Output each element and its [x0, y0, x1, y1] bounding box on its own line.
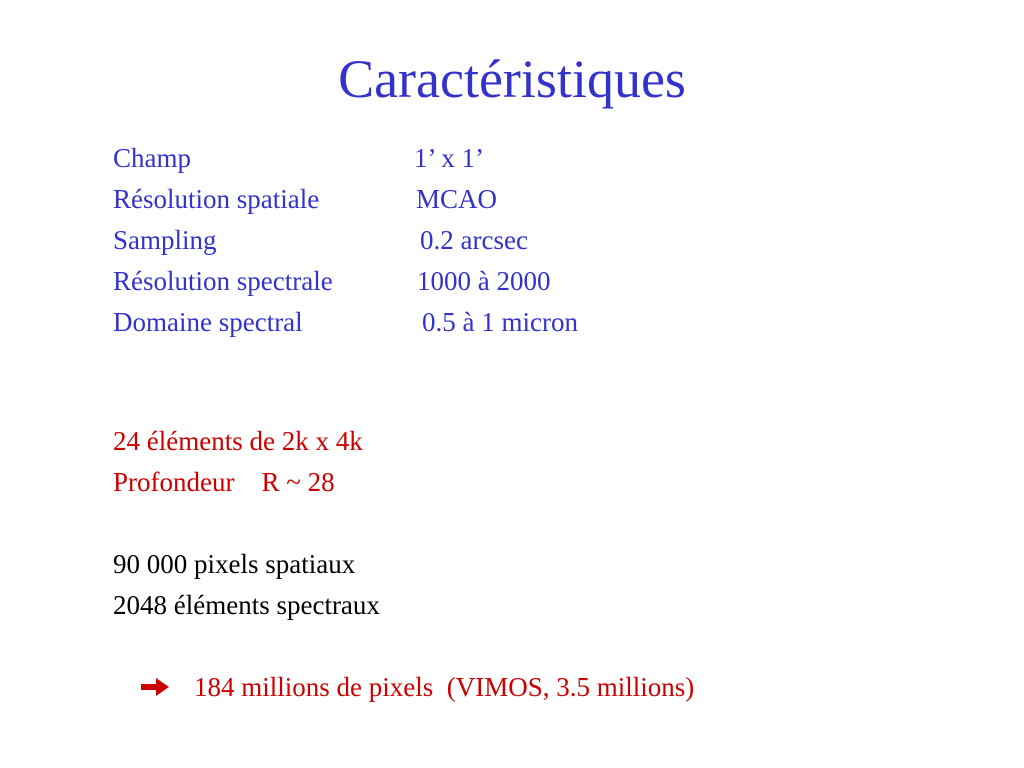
specs-list [113, 138, 578, 343]
spec-value: 1000 à 2000 [417, 266, 551, 296]
right-arrow-icon [140, 677, 170, 697]
spec-label: Sampling [113, 225, 217, 255]
spec-row-sampling [113, 220, 578, 261]
spec-label: Champ [113, 143, 191, 173]
spec-row-domaine-spectral [113, 302, 578, 343]
spec-label: Résolution spatiale [113, 184, 320, 214]
spec-row-resolution-spectrale [113, 261, 578, 302]
spec-value: MCAO [416, 184, 498, 214]
detector-depth: Profondeur R ~ 28 [113, 467, 335, 497]
spec-value: 0.2 arcsec [420, 225, 528, 255]
detector-elements: 24 éléments de 2k x 4k [113, 426, 363, 456]
spec-row-champ [113, 138, 578, 179]
slide-title: Caractéristiques [338, 49, 686, 109]
spatial-pixels: 90 000 pixels spatiaux [113, 549, 356, 579]
spec-label: Résolution spectrale [113, 266, 333, 296]
spec-label: Domaine spectral [113, 307, 303, 337]
spec-value: 1’ x 1’ [414, 143, 484, 173]
spec-value: 0.5 à 1 micron [422, 307, 578, 337]
spectral-elements: 2048 éléments spectraux [113, 590, 380, 620]
spec-row-resolution-spatiale [113, 179, 578, 220]
total-pixels-line [113, 626, 694, 749]
total-pixels: 184 millions de pixels (VIMOS, 3.5 millions) [194, 672, 695, 702]
